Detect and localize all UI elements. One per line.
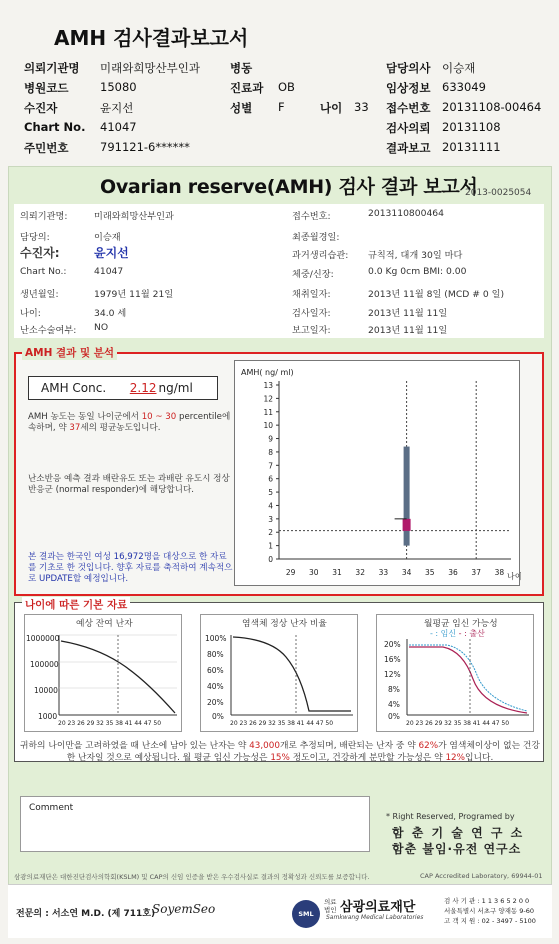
lab-name-2: 함춘 불임·유전 연구소: [392, 842, 522, 856]
info-label: 담당의:: [20, 232, 50, 243]
header-value: 33: [354, 100, 369, 114]
c2-y5: 0%: [212, 712, 224, 721]
s3: 가 염색체이상이 없는 건강한 난자일 것으로 예상됩니다. 월 평균 임신 가능성은: [66, 741, 540, 763]
s2: 개로 추정되며, 배란되는 난자 중 약: [279, 741, 416, 751]
header-value: 이승재: [442, 61, 476, 75]
amh-x-tick-label: 32: [355, 568, 365, 577]
amh-y-tick-label: 8: [268, 447, 273, 457]
amh-y-tick-label: 6: [268, 474, 273, 484]
amh-chart: [234, 360, 520, 586]
s-oocytes: 43,000: [249, 741, 280, 751]
info-label: 채취일자:: [292, 289, 331, 300]
p1d: 37: [69, 423, 81, 433]
info-value: 미래와희망산부인과: [94, 211, 174, 222]
header-value: 633049: [442, 80, 486, 94]
header-label: 진료과: [230, 81, 264, 95]
c3-y0: 20%: [384, 640, 401, 649]
amh-y-tick-label: 2: [268, 528, 273, 538]
sml-logo-icon: SML: [292, 900, 320, 928]
header-value: OB: [278, 80, 295, 94]
info-label: 접수번호:: [292, 211, 331, 222]
chromosome-chart-title: 염색체 정상 난자 비율: [242, 619, 327, 629]
p1c: percentile에 속하며, 약: [28, 412, 231, 433]
info-label: 생년월일:: [20, 289, 59, 300]
p1e: 세의 평균농도입니다.: [80, 423, 161, 433]
amh-data-note: 본 결과는 한국인 여성 16,972명을 대상으로 한 자료를 기초로 한 것입니다. 향후 자료를 축적하여 계속적으로 UPDATE할 예정입니다.: [28, 552, 233, 584]
amh-chart-svg: [235, 361, 521, 587]
document-number: 2013-0025054: [465, 188, 532, 198]
info-label: 보고일자:: [292, 325, 331, 336]
amh-y-axis-label: AMH( ng/ ml): [241, 368, 294, 377]
cap-accreditation: CAP Accredited Laboratory, 69944-01: [420, 872, 543, 880]
info-value: 이승재: [94, 232, 121, 243]
accreditation-note: 삼광의료재단은 대한진단검사의학회(KSLM) 및 CAP의 신임 인증을 받은 우수검사실로 결과의 정확성과 신뢰도를 보증합니다.: [14, 873, 370, 881]
header-label: 주민번호: [24, 141, 69, 155]
c1-y3: 1000: [38, 712, 58, 721]
amh-x-tick-label: 31: [332, 568, 342, 577]
header-value: 20131108-00464: [442, 100, 542, 114]
amh-y-tick-label: 1: [268, 541, 273, 551]
s-birth: 12%: [445, 753, 465, 763]
info-label: 수진자:: [20, 246, 60, 260]
c3-x: 20 23 26 29 32 35 38 41 44 47 50: [406, 720, 510, 727]
c1-y2: 10000: [34, 686, 58, 695]
header-label: 담당의사: [386, 61, 431, 75]
amh-section-title: AMH 결과 및 분석: [22, 345, 117, 360]
header-label: 결과보고: [386, 141, 431, 155]
amh-x-tick-label: 30: [309, 568, 319, 577]
amh-conc-box: [28, 376, 218, 400]
basics-summary: [20, 740, 540, 764]
header-value: F: [278, 100, 285, 114]
amh-x-tick-label: 38: [494, 568, 505, 577]
header-label: 병동: [230, 61, 253, 75]
amh-conc-label: AMH Conc.: [41, 381, 107, 395]
foundation-name: 삼광의료재단: [340, 900, 416, 915]
info-label: 과거생리습관:: [292, 250, 349, 261]
header-label: 병원코드: [24, 81, 69, 95]
info-value: 2013110800464: [368, 208, 444, 219]
c2-y1: 80%: [207, 650, 224, 659]
foundation-name-en: Samkwang Medical Laboratories: [326, 914, 424, 921]
header-label: 검사의뢰: [386, 121, 431, 135]
s4: 정도이고, 건강하게 분만할 가능성은 약: [292, 753, 443, 763]
c2-y0: 100%: [205, 634, 227, 643]
c2-y2: 60%: [207, 666, 224, 675]
amh-y-tick-label: 3: [268, 514, 273, 524]
p1b: 10 ~ 30: [141, 412, 177, 422]
amh-response-text: 난소반응 예측 결과 배란유도 또는 과배란 유도시 정상반응군 (normal responder)에 해당합니다.: [28, 474, 230, 495]
c2-y3: 40%: [207, 682, 224, 691]
legend-pregnancy: 임신: [440, 629, 457, 638]
amh-x-tick-label: 34: [401, 568, 412, 577]
amh-y-tick-label: 13: [263, 381, 273, 390]
info-label: Chart No.:: [20, 266, 67, 277]
info-label: 난소수술여부:: [20, 325, 77, 336]
header-label: Chart No.: [24, 120, 86, 134]
info-value: 2013년 11월 11일: [368, 325, 448, 336]
s-pct: 62%: [418, 741, 439, 751]
amh-x-tick-label: 33: [378, 568, 389, 577]
lab-address: 서울특별시 서초구 양재동 9-60: [444, 907, 535, 915]
amh-y-tick-label: 0: [268, 555, 273, 564]
info-value: 34.0 세: [94, 308, 127, 319]
info-value: 2013년 11월 11일: [368, 308, 448, 319]
s5: 입니다.: [465, 753, 494, 763]
header-value: 20131111: [442, 140, 501, 154]
legend-birth: 출산: [469, 629, 485, 638]
c3-y4: 4%: [388, 700, 400, 709]
lab-phone: 고 객 지 원 : 02 - 3497 - 5100: [444, 917, 536, 925]
oocyte-chart-title: 예상 잔여 난자: [76, 619, 133, 629]
header-value: 15080: [100, 80, 137, 94]
info-label: 나이:: [20, 308, 41, 319]
report-header-title: AMH 검사결과보고서: [54, 26, 249, 50]
header-label: 성별: [230, 101, 253, 115]
info-value: 41047: [94, 266, 124, 277]
info-label: 체중/신장:: [292, 269, 334, 280]
amh-x-tick-label: 29: [285, 568, 296, 577]
amh-y-tick-label: 7: [268, 461, 273, 471]
info-value: 1979년 11월 21일: [94, 289, 174, 300]
info-value: 0.0 Kg 0cm BMI: 0.00: [368, 266, 467, 277]
doctor-signature: SoyemSeo: [152, 902, 216, 916]
rights-text: * Right Reserved, Programed by: [386, 812, 515, 821]
info-value: 2013년 11월 8일 (MCD # 0 일): [368, 289, 505, 300]
info-value: 윤지선: [94, 246, 129, 260]
amh-x-tick-label: 35: [425, 568, 435, 577]
info-value: 규칙적, 대개 30일 마다: [368, 250, 463, 261]
amh-x-axis-label: 나이: [507, 572, 521, 581]
c3-y5: 0%: [388, 712, 400, 721]
c2-y4: 20%: [207, 698, 224, 707]
info-value: NO: [94, 322, 109, 333]
header-label: 수진자: [24, 101, 58, 115]
header-value: 20131108: [442, 120, 501, 134]
header-value: 41047: [100, 120, 137, 134]
c3-y2: 12%: [384, 670, 401, 679]
header-label: 임상정보: [386, 81, 431, 95]
pregnancy-legend: - : 임신 - : 출산: [430, 629, 485, 638]
chromosome-chart-svg: [201, 615, 359, 733]
lab-name-1: 함 춘 기 술 연 구 소: [392, 826, 525, 840]
header-label: 나이: [320, 101, 343, 115]
foundation-prefix: 의료법인: [324, 898, 337, 914]
info-label: 최종월경일:: [292, 232, 340, 243]
header-value: 윤지선: [100, 101, 134, 115]
amh-y-tick-label: 11: [263, 407, 273, 417]
amh-x-tick-label: 37: [471, 568, 481, 577]
s1: 귀하의 나이만을 고려하였을 때 난소에 남아 있는 난자는 약: [20, 741, 247, 751]
p1a: AMH 농도는 동일 나이군에서: [28, 412, 139, 422]
c1-x: 20 23 26 29 32 35 38 41 44 47 50: [58, 720, 162, 727]
c3-y3: 8%: [388, 685, 400, 694]
amh-y-tick-label: 9: [268, 434, 273, 444]
report-title: Ovarian reserve(AMH) 검사 결과 보고서: [100, 176, 478, 198]
c3-y1: 16%: [384, 655, 401, 664]
amh-percentile-text: [28, 412, 232, 434]
amh-y-tick-label: 12: [263, 394, 273, 404]
s-preg: 15%: [270, 753, 290, 763]
amh-iqr-box: [403, 519, 411, 531]
header-value: 미래와희망산부인과: [100, 61, 200, 75]
lab-code: 검 사 기 관 : 1 1 3 6 5 2 0 0: [444, 897, 530, 905]
info-label: 검사일자:: [292, 308, 331, 319]
header-label: 의뢰기관명: [24, 61, 80, 75]
amh-y-tick-label: 4: [268, 501, 273, 511]
header-value: 791121-6******: [100, 140, 190, 154]
comment-box: [20, 796, 370, 852]
basics-section-title: 나이에 따른 기본 자료: [22, 597, 130, 612]
info-label: 의뢰기관명:: [20, 211, 68, 222]
comment-label: Comment: [29, 803, 74, 813]
amh-conc-unit: ng/ml: [158, 381, 193, 395]
pregnancy-chart-title: 월평균 임신 가능성: [424, 619, 498, 629]
header-label: 접수번호: [386, 101, 431, 115]
amh-y-tick-label: 10: [263, 421, 273, 431]
c1-y1: 100000: [30, 660, 59, 669]
c2-x: 20 23 26 29 32 35 38 41 44 47 50: [230, 720, 334, 727]
c1-y0: 1000000: [26, 634, 60, 643]
amh-x-tick-label: 36: [448, 568, 458, 577]
doctor-name: 전문의 : 서소연 M.D. (제 711호): [16, 909, 156, 919]
amh-y-tick-label: 5: [268, 488, 273, 498]
amh-conc-value: 2.12: [129, 381, 157, 395]
